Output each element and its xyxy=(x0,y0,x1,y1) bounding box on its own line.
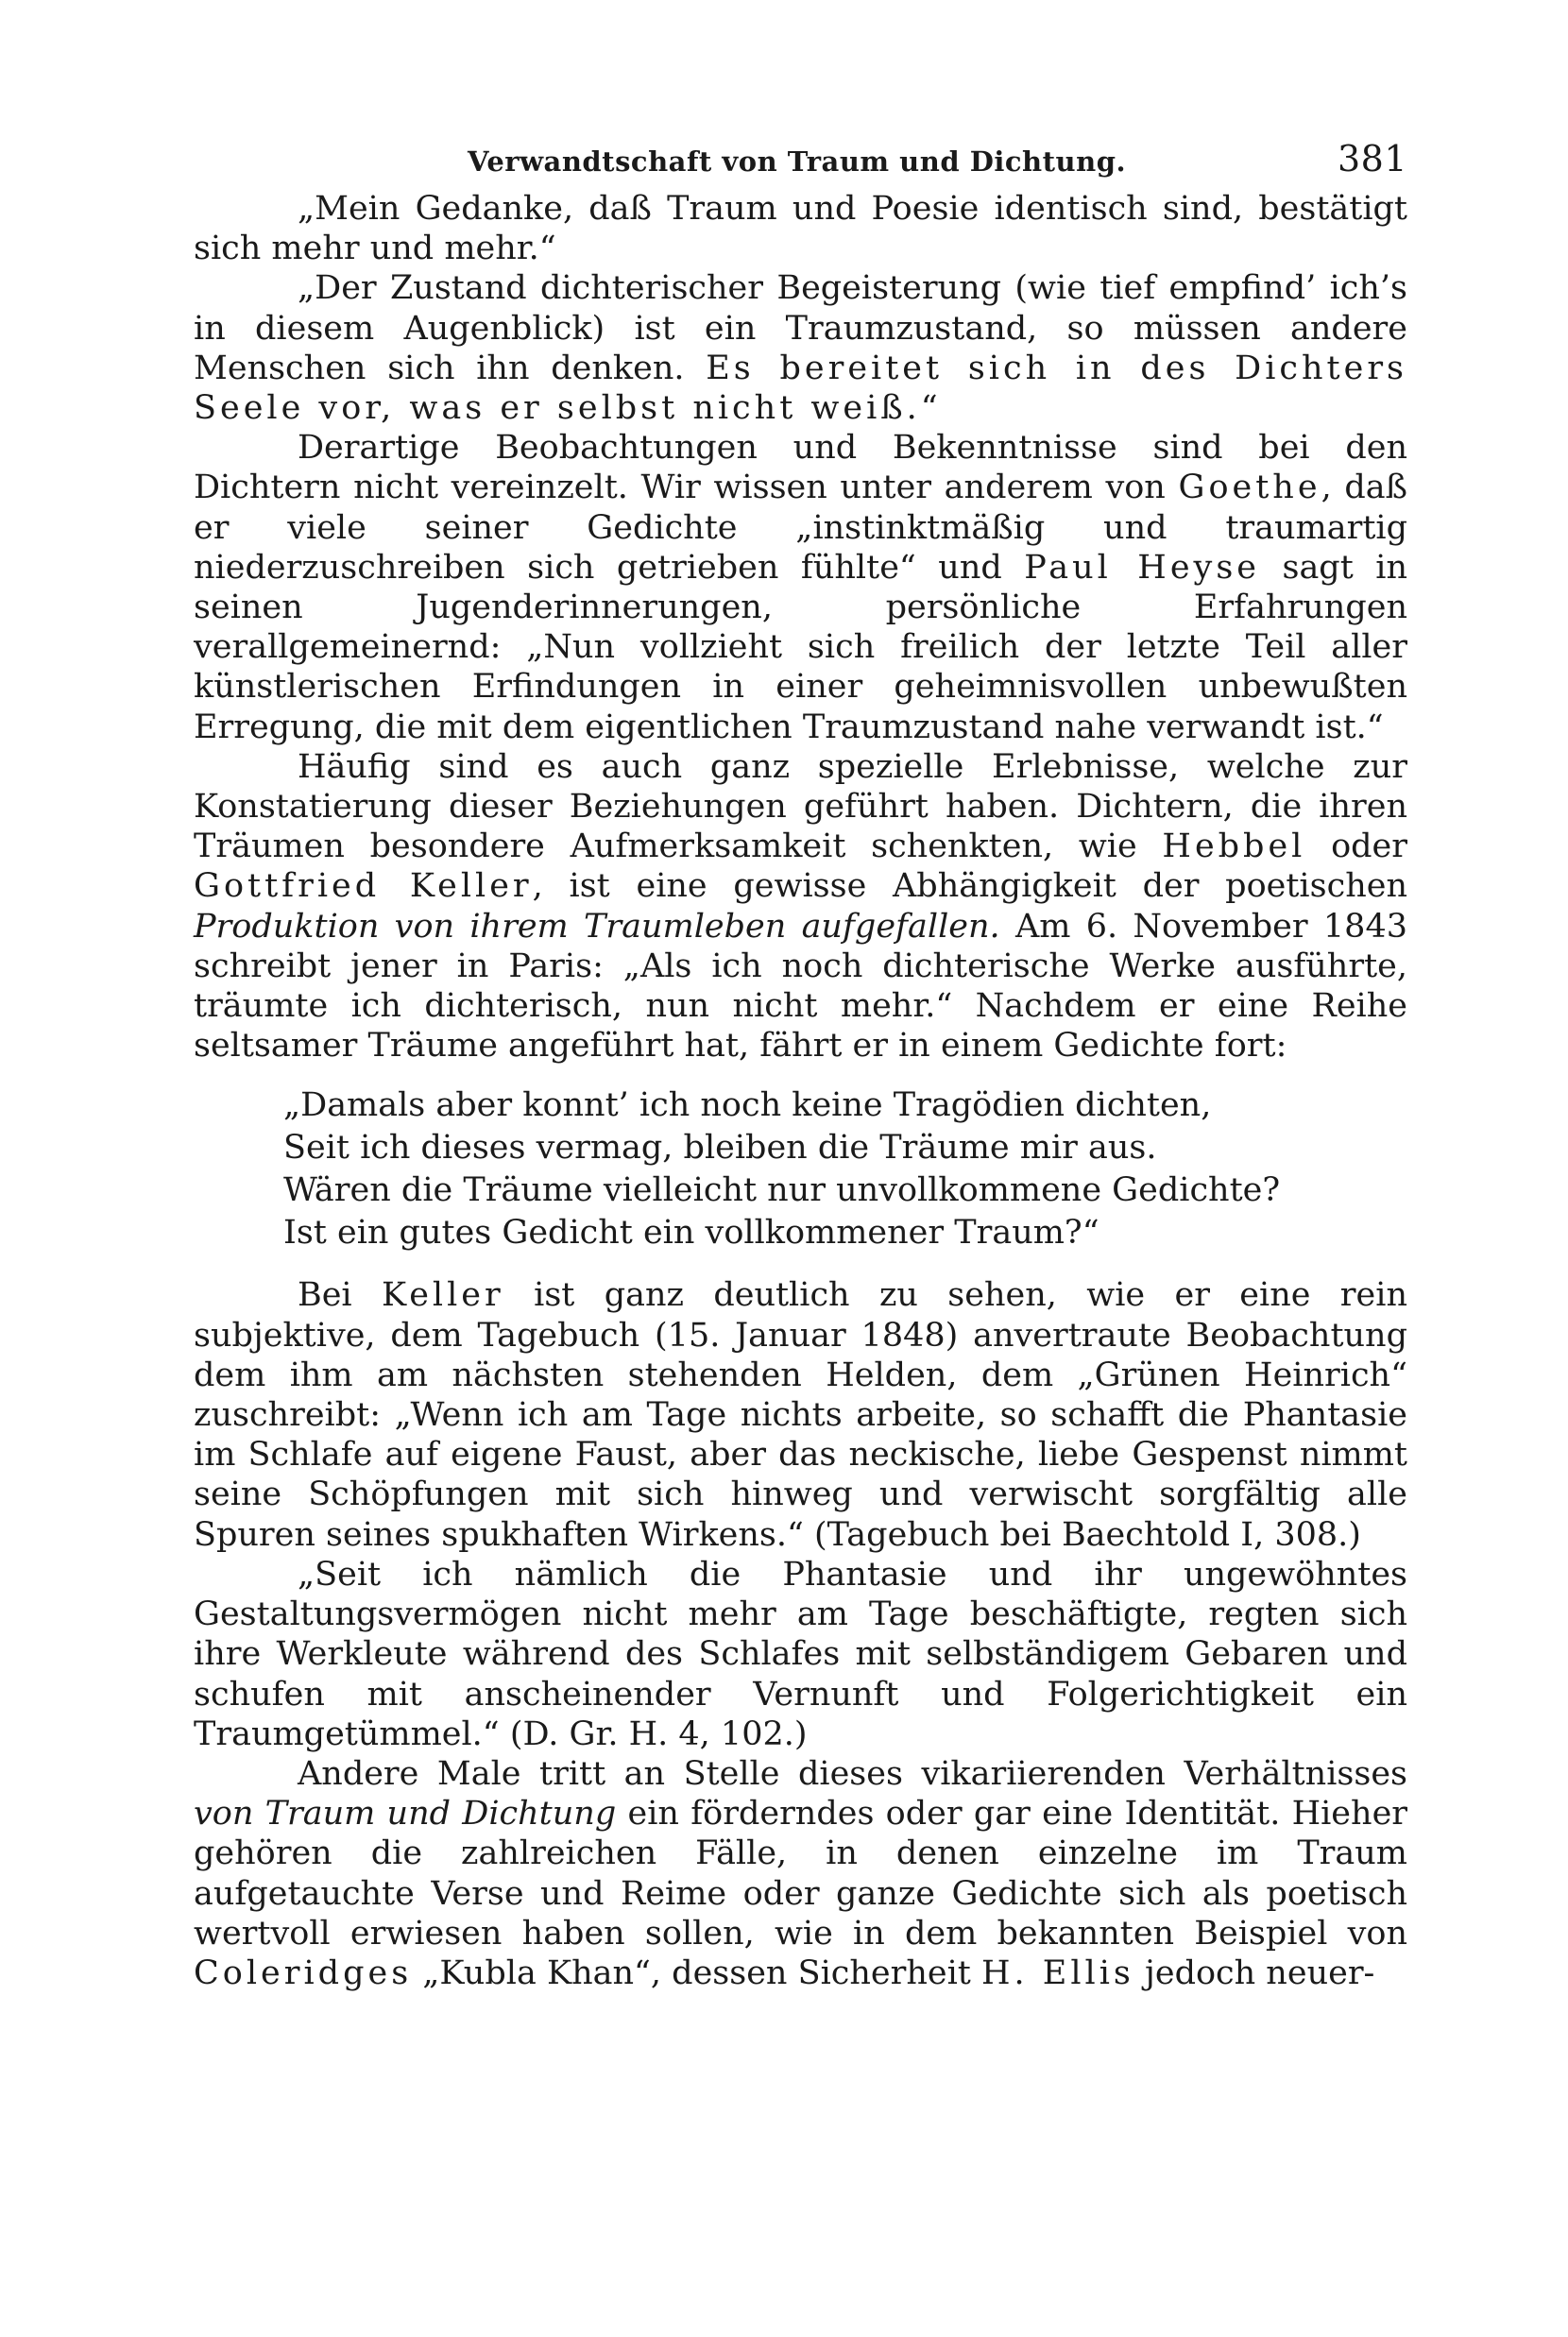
verse-line: Seit ich dieses vermag, bleiben die Träume mir aus. xyxy=(283,1129,1157,1168)
p7-text-d: jedoch neuer- xyxy=(1133,1953,1375,1992)
p2-emphasis: Es bereitet sich in des Dichters Seele vor, was er selbst nicht weiß. xyxy=(194,349,1408,428)
p7-text-b: ein förderndes oder gar eine Identität. Hieher gehören die zahlreichen Fälle, in denen einzelne im Traum aufgetauchte Verse und Reime oder ganze Gedichte sich als poetisch wertvoll erwiesen haben sollen, wie in dem bekannten Beispiel von xyxy=(194,1795,1408,1953)
p2-text-a: „Der Zustand dichterischer Begeisterung (wie tief empfind’ ich’s in diesem Augenblick) ist ein Traumzustand, so müssen andere Menschen sich ihn denken. xyxy=(194,269,1407,387)
paragraph-4 xyxy=(194,747,1407,1066)
name-hebbel: Hebbel xyxy=(1162,827,1306,866)
p2-text-c: “ xyxy=(920,389,938,428)
name-ellis: H. Ellis xyxy=(981,1953,1134,1992)
p5-text-a: Bei xyxy=(298,1276,382,1315)
paragraph-6: „Seit ich nämlich die Phantasie und ihr ungewöhntes Gestaltungsvermögen nicht mehr am Tage beschäftigte, regten sich ihre Werkleute während des Schlafes mit selbständigem Gebaren und schufen mit anscheinender Vernunft und Folgerichtigkeit ein Traumgetümmel.“ (D. Gr. H. 4, 102.) xyxy=(194,1555,1407,1753)
paragraph-7 xyxy=(194,1754,1407,1993)
name-gottfried-keller: Gottfried Keller xyxy=(194,867,533,906)
p7-italic: von Traum und Dichtung xyxy=(194,1795,617,1834)
p5-text-b: ist ganz deutlich zu sehen, wie er eine rein subjektive, dem Tagebuch (15. Januar 1848) anvertraute Beobachtung dem ihm am nächsten stehenden Helden, dem „Grünen Heinrich“ zuschreibt: „Wenn ich am Tage nichts arbeite, so schafft die Phantasie im Schlafe auf eigene Faust, aber das neckische, liebe Gespenst nimmt seine Schöpfungen mit sich hinweg und verwischt sorgfältig alle Spuren seines spukhaften Wirkens.“ (Tagebuch bei Baechtold I, 308.) xyxy=(194,1276,1407,1554)
name-heyse: Paul Heyse xyxy=(1024,548,1260,587)
paragraph-3 xyxy=(194,428,1407,747)
paragraph-5 xyxy=(194,1275,1407,1554)
p4-text-d: Am 6. November 1843 schreibt jener in Paris: „Als ich noch dichterische Werke ausführte, träumte ich dichterisch, nun nicht mehr.“ Nachdem er eine Reihe seltsamer Träume angeführt hat, fährt er in einem Gedichte fort: xyxy=(194,907,1407,1066)
running-title: Verwandtschaft von Traum und Dichtung. xyxy=(468,145,1127,178)
p3-text-b: , daß er viele seiner Gedichte „instinktmäßig und traumartig niederzuschreiben sich getrieben fühlte“ und xyxy=(194,469,1407,587)
p4-text-c: , ist eine gewisse Abhängigkeit der poetischen xyxy=(532,867,1407,906)
p7-text-c: „Kubla Khan“, dessen Sicherheit xyxy=(412,1953,981,1992)
p3-text-c: sagt in seinen Jugenderinnerungen, persönliche Erfahrungen verallgemeinernd: „Nun vollzieht sich freilich der letzte Teil aller künstlerischen Erfindungen in einer geheimnisvollen unbewußten Erregung, die mit dem eigentlichen Traumzustand nahe verwandt ist.“ xyxy=(194,548,1407,746)
running-head xyxy=(194,132,1407,189)
p3-text-a: Derartige Beobachtungen und Bekenntnisse sind bei den Dichtern nicht vereinzelt. Wir wissen unter anderem von xyxy=(194,429,1407,507)
p7-text-a: Andere Male tritt an Stelle dieses vikariierenden Verhältnisses xyxy=(298,1754,1407,1793)
body-text xyxy=(194,189,1407,1993)
page-number: 381 xyxy=(1337,138,1407,179)
p4-text-a: Häufig sind es auch ganz spezielle Erlebnisse, welche zur Konstatierung dieser Beziehungen geführt haben. Dichtern, die ihren Träumen besondere Aufmerksamkeit schenkten, wie xyxy=(194,747,1407,866)
p4-italic: Produktion von ihrem Traumleben aufgefallen. xyxy=(194,907,1000,946)
book-page xyxy=(194,132,1407,1993)
paragraph-1: „Mein Gedanke, daß Traum und Poesie identisch sind, bestätigt sich mehr und mehr.“ xyxy=(194,190,1407,268)
name-coleridge: Coleridges xyxy=(194,1953,413,1992)
verse-line: Wären die Träume vielleicht nur unvollkommene Gedichte? xyxy=(283,1171,1281,1210)
verse-line: Ist ein gutes Gedicht ein vollkommener Traum?“ xyxy=(283,1214,1099,1253)
name-keller: Keller xyxy=(382,1276,504,1315)
verse-line: „Damals aber konnt’ ich noch keine Tragödien dichten, xyxy=(283,1086,1212,1125)
paragraph-2 xyxy=(194,268,1407,428)
poem-quote xyxy=(283,1084,1407,1254)
name-goethe: Goethe xyxy=(1178,469,1321,507)
p4-text-b: oder xyxy=(1305,827,1408,866)
